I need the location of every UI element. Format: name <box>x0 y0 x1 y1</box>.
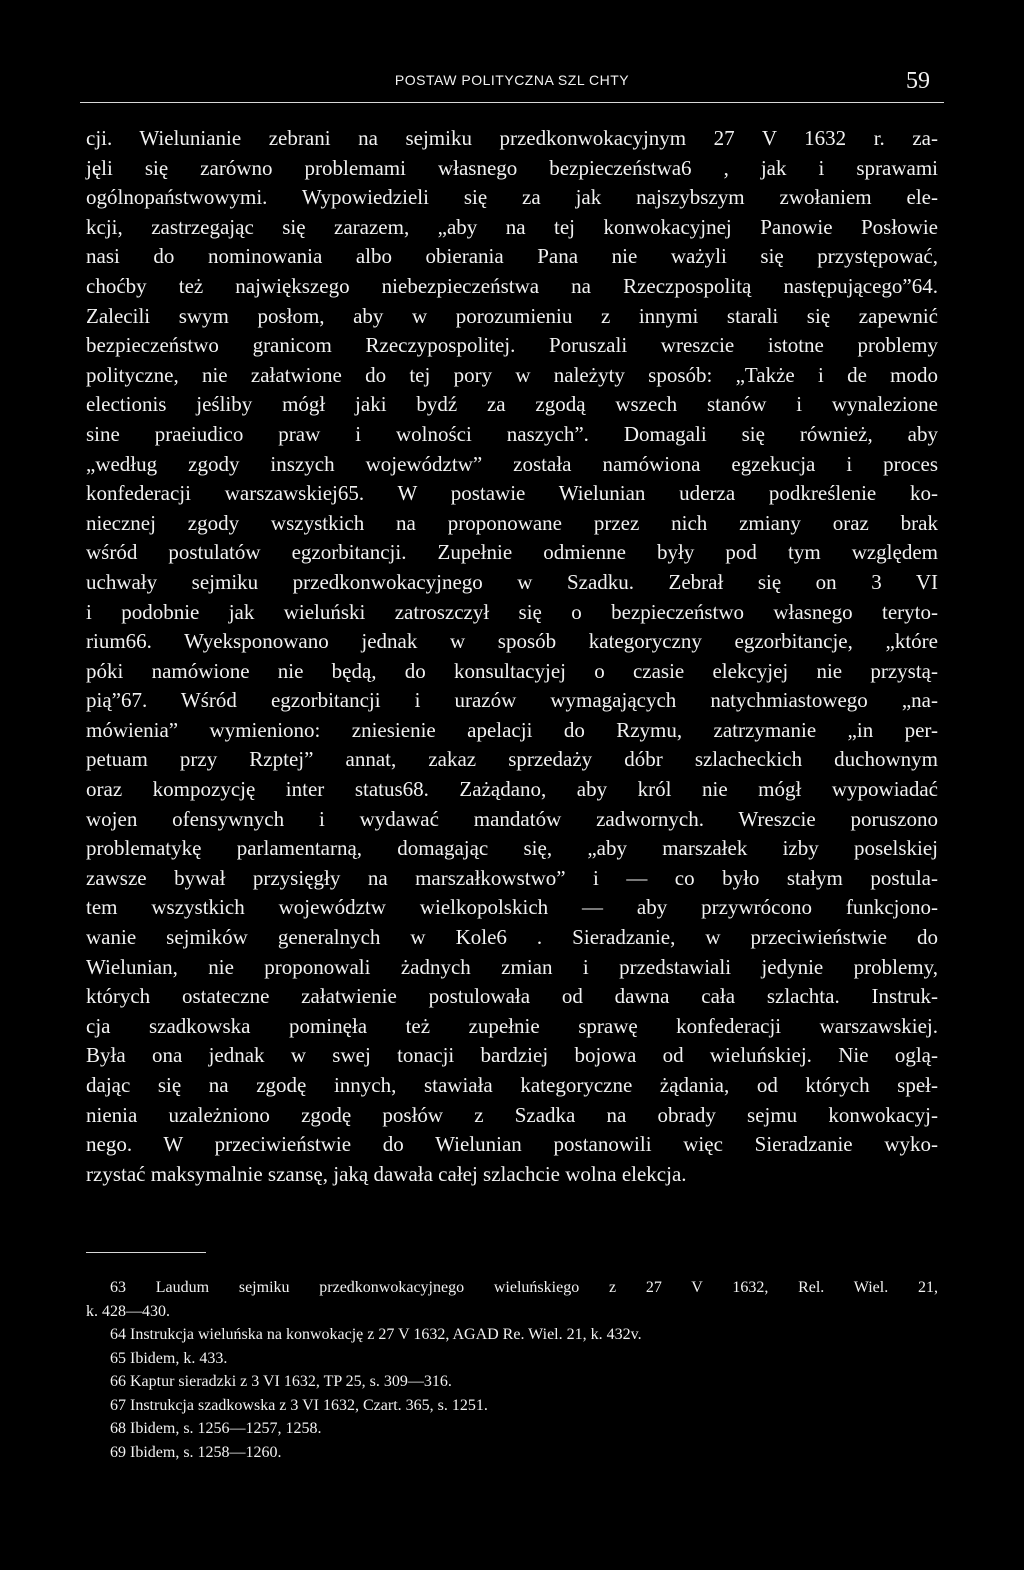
body-line: tem wszystkich województw wielkopolskich — aby przywrócono funkcjono- <box>86 895 938 920</box>
body-line: nego. W przeciwieństwie do Wielunian postanowili więc Sieradzanie wyko- <box>86 1132 938 1157</box>
body-line: „według zgody inszych województw” została namówiona egzekucja i proces <box>86 451 938 476</box>
footnotes <box>86 1276 938 1464</box>
footnote-64: 64 Instrukcja wieluńska na konwokację z 27 V 1632, AGAD Re. Wiel. 21, k. 432v. <box>110 1326 642 1343</box>
body-line: zawsze bywał przysięgły na marszałkowstwo” i — co było stałym postula- <box>86 865 938 890</box>
body-line: wśród postulatów egzorbitancji. Zupełnie odmienne były pod tym względem <box>86 540 938 565</box>
body-line: niecznej zgody wszystkich na proponowane przez nich zmiany oraz brak <box>86 510 938 535</box>
body-line: rzystać maksymalnie szansę, jaką dawała całej szlachcie wolna elekcja. <box>86 1161 687 1186</box>
body-line: sine praeiudico praw i wolności naszych”. Domagali się również, aby <box>86 421 938 446</box>
body-line: których ostateczne załatwienie postulowała od dawna cała szlachta. Instruk- <box>86 984 938 1009</box>
body-line: polityczne, nie załatwione do tej pory w należyty sposób: „Także i de modo <box>86 362 938 387</box>
body-line: Zalecili swym posłom, aby w porozumieniu z innymi starali się zapewnić <box>86 303 938 328</box>
footnote-65: 65 Ibidem, k. 433. <box>110 1349 228 1367</box>
body-line: cji. Wielunianie zebrani na sejmiku przedkonwokacyjnym 27 V 1632 r. za- <box>86 126 938 150</box>
running-head <box>80 62 944 103</box>
body-line: konfederacji warszawskiej65. W postawie Wielunian uderza podkreślenie ko- <box>86 481 938 506</box>
body-line: kcji, zastrzegając się zarazem, „aby na tej konwokacyjnej Panowie Posłowie <box>86 214 938 239</box>
body-line: jęli się zarówno problemami własnego bezpieczeństwa6 , jak i sprawami <box>86 155 938 180</box>
body-line: bezpieczeństwo granicom Rzeczypospolitej. Poruszali wreszcie istotne problemy <box>86 333 938 358</box>
body-line: problematykę parlamentarną, domagając się, „aby marszałek izby poselskiej <box>86 836 938 861</box>
body-line: mówienia” wymieniono: zniesienie apelacji do Rzymu, zatrzymanie „in per- <box>86 717 938 742</box>
footnote-63: 63 Laudum sejmiku przedkonwokacyjnego wieluńskiego z 27 V 1632, Rel. Wiel. 21, <box>110 1279 938 1296</box>
body-line: Była ona jednak w swej tonacji bardziej bojowa od wieluńskiej. Nie oglą- <box>86 1043 938 1068</box>
body-line: i podobnie jak wieluński zatroszczył się o bezpieczeństwo własnego teryto- <box>86 599 938 624</box>
body-line: wanie sejmików generalnych w Kole6 . Sieradzanie, w przeciwieństwie do <box>86 925 938 950</box>
body-line: choćby też największego niebezpieczeństwa na Rzeczpospolitą następującego”64. <box>86 273 938 298</box>
footnote-divider <box>86 1252 206 1253</box>
footnote-69: 69 Ibidem, s. 1258—1260. <box>110 1443 282 1461</box>
footnote-67: 67 Instrukcja szadkowska z 3 VI 1632, Czart. 365, s. 1251. <box>110 1396 488 1414</box>
running-title: POSTAW POLITYCZNA SZL CHTY <box>394 72 630 88</box>
body-line: dając się na zgodę innych, stawiała kategoryczne żądania, od których speł- <box>86 1073 938 1097</box>
footnote-68: 68 Ibidem, s. 1256—1257, 1258. <box>110 1420 322 1437</box>
body-line: pią”67. Wśród egzorbitancji i urazów wymagających natychmiastowego „na- <box>86 688 938 713</box>
body-line: ogólnopaństwowymi. Wypowiedzieli się za jak najszybszym zwołaniem ele- <box>86 185 938 210</box>
body-line: nienia uzależniono zgodę posłów z Szadka na obrady sejmu konwokacyj- <box>86 1102 938 1127</box>
body-line: póki namówione nie będą, do konsultacyjej o czasie elekcyjej nie przystą- <box>86 658 938 683</box>
page-number: 59 <box>906 68 930 94</box>
body-line: wojen ofensywnych i wydawać mandatów zadwornych. Wreszcie poruszono <box>86 806 938 831</box>
footnote-63-continuation: k. 428—430. <box>86 1302 170 1320</box>
body-line: electionis jeśliby mógł jaki bydź za zgodą wszech stanów i wynalezione <box>86 392 938 417</box>
body-line: oraz kompozycję inter status68. Zażądano, aby król nie mógł wypowiadać <box>86 777 938 802</box>
body-text <box>86 124 938 1189</box>
body-line: petuam przy Rzptej” annat, zakaz sprzedaży dóbr szlacheckich duchownym <box>86 747 938 772</box>
footnote-66: 66 Kaptur sieradzki z 3 VI 1632, TP 25, s. 309—316. <box>110 1373 452 1390</box>
body-line: rium66. Wyeksponowano jednak w sposób kategoryczny egzorbitancje, „które <box>86 629 938 654</box>
body-line: nasi do nominowania albo obierania Pana nie ważyli się przystępować, <box>86 244 938 269</box>
body-line: cja szadkowska pominęła też zupełnie sprawę konfederacji warszawskiej. <box>86 1013 938 1038</box>
body-line: Wielunian, nie proponowali żadnych zmian i przedstawiali jedynie problemy, <box>86 954 938 979</box>
body-line: uchwały sejmiku przedkonwokacyjnego w Szadku. Zebrał się on 3 VI <box>86 569 938 594</box>
